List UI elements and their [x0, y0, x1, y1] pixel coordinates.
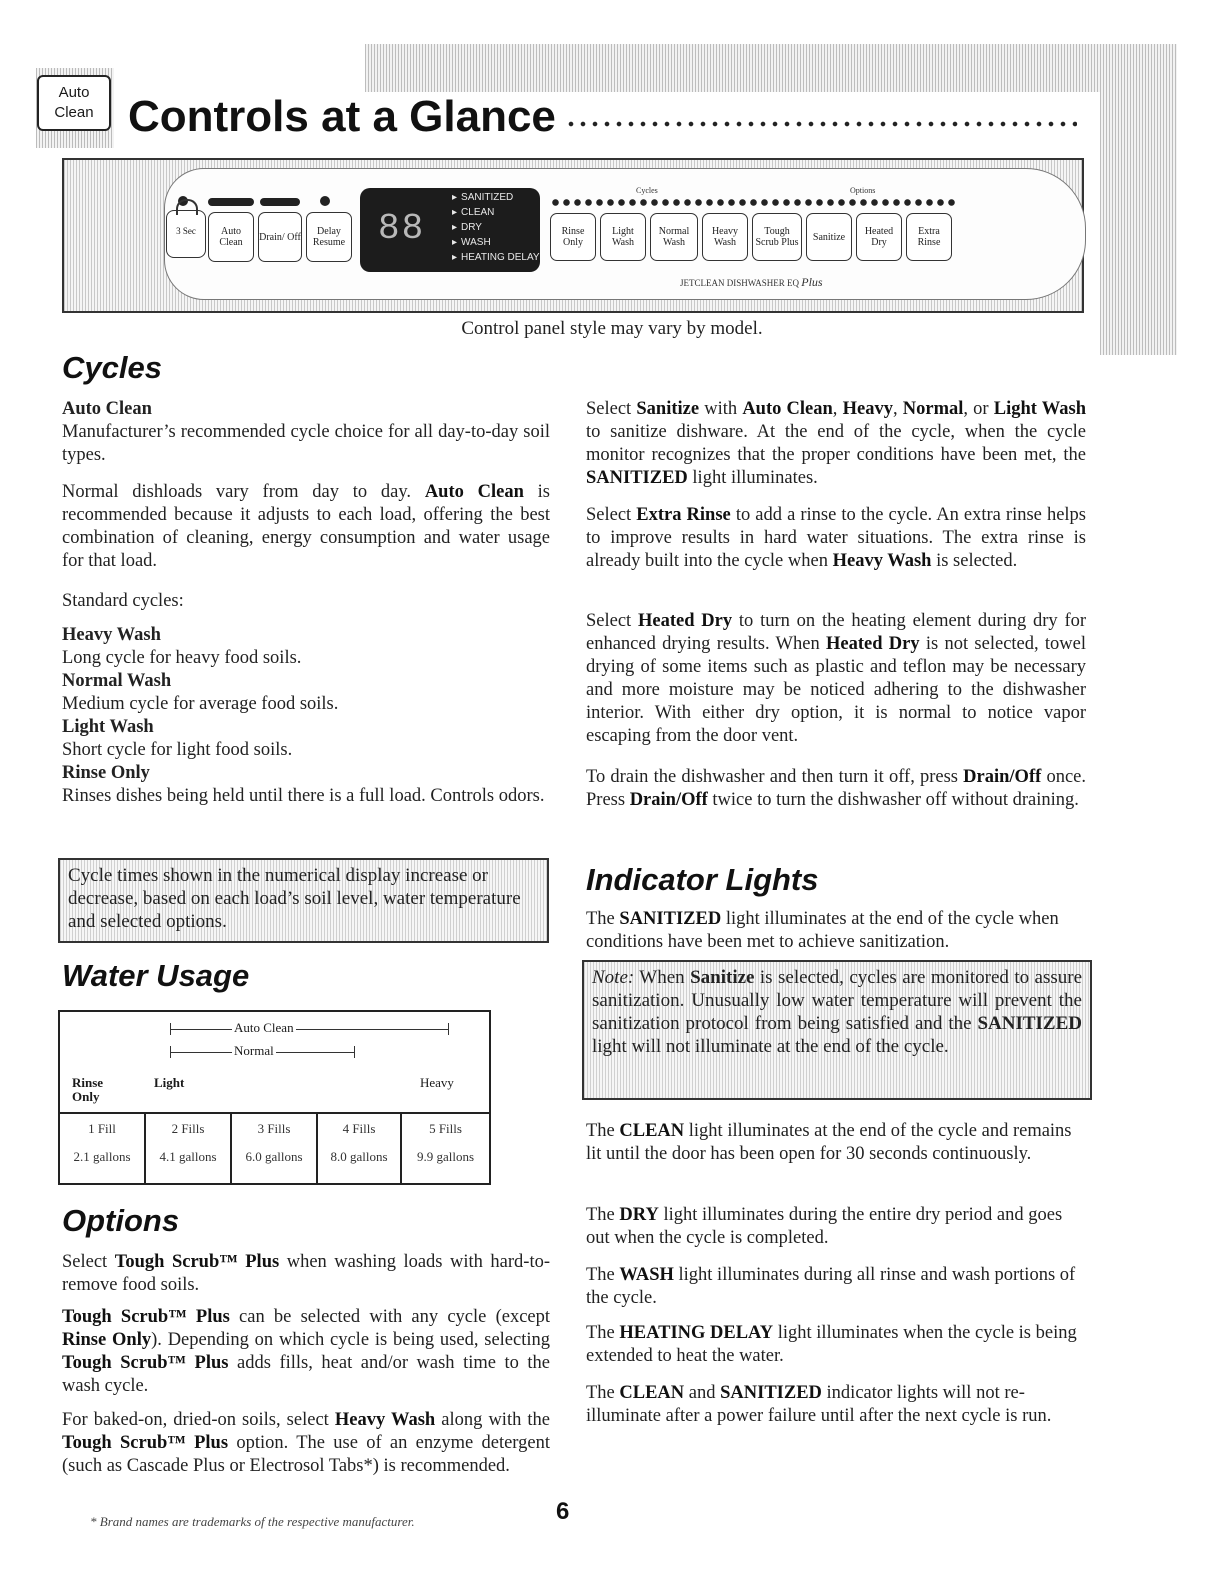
normal-range-label: Normal — [234, 1043, 274, 1058]
text-run: can be selected with any cycle (except — [239, 1307, 551, 1327]
header-side-pattern — [1100, 44, 1177, 355]
light-wash-title: Light Wash — [62, 717, 154, 737]
bold-run: Heated Dry — [638, 611, 733, 631]
text-run: light illuminates. — [692, 468, 818, 488]
text-run: Select — [586, 611, 632, 631]
text-run: The — [586, 909, 615, 929]
led-dot — [320, 196, 330, 206]
bold-run: SANITIZED — [977, 1013, 1082, 1034]
text-run: is not selected, towel drying of some items such as plastic and teflon may be necessary and more moisture may be noticed adhering to the dishwasher interior. With either dry option, it is normal to notice vapor escaping from the door vent. — [586, 634, 1087, 746]
normal-wash-desc: Medium cycle for average food soils. — [62, 694, 339, 714]
light-wash-desc: Short cycle for light food soils. — [62, 740, 293, 760]
bold-run: Auto Clean — [424, 482, 524, 502]
gallons-value: 2.1 gallons — [73, 1149, 131, 1164]
text-run: When — [639, 967, 685, 988]
bold-run: Heated Dry — [826, 634, 920, 654]
text-run: with — [704, 399, 738, 419]
text-run: Select — [62, 1252, 108, 1272]
text-run: is selected, cycles are monitored to assure sanitization. Unusually low water temperature will prevent the sanitization protocol from being satisfied and the — [592, 967, 1083, 1034]
auto-clean-desc: Manufacturer’s recommended cycle choice for all day-to-day soil types. — [62, 422, 550, 465]
drain-off-paragraph — [586, 766, 1086, 812]
fills-value: 3 Fills — [257, 1121, 291, 1136]
table-cell — [146, 1112, 232, 1183]
lock-label: 3 Sec — [176, 226, 196, 236]
bold-run: CLEAN — [619, 1121, 685, 1141]
page-title: Controls at a Glance — [128, 92, 556, 141]
table-cell — [60, 1112, 146, 1183]
sanitize-paragraph — [586, 398, 1086, 490]
gallons-value: 6.0 gallons — [245, 1149, 303, 1164]
bold-run: CLEAN — [619, 1383, 685, 1403]
fills-value: 1 Fill — [88, 1121, 116, 1136]
led-bar — [208, 198, 254, 206]
text-run: light illuminates at the end of the cycle when conditions have been met to achieve sanitization. — [586, 909, 1059, 952]
text-run: along with the — [441, 1410, 551, 1430]
options-paragraph-3 — [62, 1409, 550, 1478]
water-usage-heading: Water Usage — [62, 958, 250, 993]
water-usage-header — [60, 1012, 489, 1114]
light-col-label: Light — [154, 1075, 185, 1090]
extra-rinse-paragraph — [586, 504, 1086, 573]
bold-run: DRY — [619, 1205, 659, 1225]
fills-value: 5 Fills — [429, 1121, 462, 1136]
bold-run: Drain/Off — [629, 790, 708, 810]
indicator-lights-heading: Indicator Lights — [586, 862, 819, 897]
bold-run: SANITIZED — [586, 468, 688, 488]
bold-run: Tough Scrub™ Plus — [62, 1433, 229, 1453]
table-cell — [232, 1112, 318, 1183]
heated-dry-button[interactable]: Heated Dry — [856, 213, 902, 261]
options-paragraph-1 — [62, 1251, 550, 1297]
normal-wash-button[interactable]: Normal Wash — [650, 213, 698, 261]
text-run: light illuminates when the cycle is being extended to heat the water. — [586, 1323, 1077, 1366]
display-digits: 88 — [378, 208, 426, 249]
sanitize-note — [582, 960, 1092, 1100]
options-heading: Options — [62, 1203, 180, 1238]
text-run: is selected. — [936, 551, 1018, 571]
indicator-wash: ▸ WASH — [452, 237, 491, 248]
bold-run: Sanitize — [690, 967, 755, 988]
bold-run: Heavy — [842, 399, 893, 419]
power-failure-paragraph — [586, 1382, 1086, 1428]
gallons-value: 9.9 gallons — [416, 1149, 475, 1164]
indicator-sanitized: ▸ SANITIZED — [452, 192, 513, 203]
text-run: when washing loads with hard-to-remove food soils. — [62, 1252, 551, 1295]
text-run: The — [586, 1383, 615, 1403]
range-tick — [448, 1023, 449, 1035]
heavy-wash-desc: Long cycle for heavy food soils. — [62, 648, 302, 668]
text-run: ). Depending on which cycle is being used, selecting — [151, 1330, 551, 1350]
cycles-panel-label: Cycles — [636, 186, 658, 195]
bold-run: Auto Clean — [742, 399, 833, 419]
text-run: The — [586, 1205, 615, 1225]
text-run: once. Press — [586, 767, 1086, 810]
auto-clean-range-line — [170, 1029, 448, 1030]
fills-value: 4 Fills — [342, 1121, 376, 1136]
trademark-footnote: * Brand names are trademarks of the respective manufacturer. — [90, 1514, 415, 1529]
drain-off-button[interactable]: Drain/ Off — [258, 212, 302, 262]
bold-run: Tough Scrub™ Plus — [62, 1353, 229, 1373]
title-leader-dots — [565, 120, 1077, 128]
sanitize-button[interactable]: Sanitize — [806, 213, 852, 261]
header-pattern — [365, 44, 1177, 92]
text-run: light will not illuminate at the end of the cycle. — [592, 1036, 949, 1057]
text-run: is recommended because it adjusts to each load, offering the best combination of cleaning, energy consumption and water usage for that load. — [62, 482, 550, 571]
text-run: to turn on the heating element during dry for enhanced drying results. When — [586, 611, 1087, 654]
auto-clean-badge — [37, 75, 111, 131]
options-panel-label: Options — [850, 186, 876, 195]
gallons-value: 8.0 gallons — [330, 1149, 388, 1164]
rinse-only-title: Rinse Only — [62, 763, 150, 783]
auto-clean-paragraph — [62, 481, 550, 573]
bold-run: Light Wash — [993, 399, 1086, 419]
brand-text: JETCLEAN DISHWASHER EQ — [680, 278, 799, 288]
text-run: , — [832, 399, 838, 419]
cycles-heading: Cycles — [62, 350, 162, 385]
indicator-heating-delay: ▸ HEATING DELAY — [452, 252, 540, 263]
heavy-wash-block — [62, 624, 550, 808]
text-run: to sanitize dishware. At the end of the cycle, when the cycle monitor recognizes that the proper conditions have been met, the — [586, 422, 1086, 465]
sanitized-light-paragraph — [586, 908, 1086, 954]
tough-scrub-plus-button[interactable]: Tough Scrub Plus — [752, 213, 802, 261]
heavy-wash-title: Heavy Wash — [62, 625, 161, 645]
rinse-only-desc: Rinses dishes being held until there is a full load. Controls odors. — [62, 786, 545, 806]
text-run: and — [688, 1383, 716, 1403]
led-bar — [260, 198, 300, 206]
range-tick — [354, 1046, 355, 1058]
range-tick — [170, 1046, 171, 1058]
text-run: light illuminates during all rinse and wash portions of the cycle. — [586, 1265, 1076, 1308]
gallons-value: 4.1 gallons — [159, 1149, 217, 1164]
auto-clean-button[interactable]: Auto Clean — [208, 212, 254, 262]
text-run: For baked-on, dried-on soils, select — [62, 1410, 329, 1430]
clean-light-paragraph — [586, 1120, 1086, 1166]
heated-dry-paragraph — [586, 610, 1086, 748]
text-run: twice to turn the dishwasher off without draining. — [712, 790, 1079, 810]
extra-rinse-button[interactable]: Extra Rinse — [906, 213, 952, 261]
range-tick — [170, 1023, 171, 1035]
bold-run: Heavy Wash — [832, 551, 932, 571]
auto-clean-title: Auto Clean — [62, 399, 152, 419]
auto-clean-range-label: Auto Clean — [234, 1020, 294, 1035]
text-run: Select — [586, 399, 632, 419]
text-run: The — [586, 1323, 615, 1343]
text-run: adds fills, heat and/or wash time to the wash cycle. — [62, 1353, 550, 1396]
text-run: , — [892, 399, 898, 419]
led-indicator-row — [550, 199, 958, 206]
lock-shackle — [176, 199, 198, 215]
bold-run: Normal — [902, 399, 964, 419]
heating-delay-paragraph — [586, 1322, 1086, 1368]
lock-icon[interactable] — [166, 210, 206, 258]
badge-line-2: Clean — [54, 104, 94, 121]
bold-run: SANITIZED — [619, 909, 722, 929]
light-wash-button[interactable]: Light Wash — [600, 213, 646, 261]
panel-caption: Control panel style may vary by model. — [461, 318, 763, 339]
text-run: The — [586, 1121, 615, 1141]
indicator-dry: ▸ DRY — [452, 222, 482, 233]
cycle-times-note: Cycle times shown in the numerical display increase or decrease, based on each load’s soil level, water temperature and selected options. — [58, 858, 549, 943]
table-cell — [402, 1112, 489, 1183]
wash-light-paragraph — [586, 1264, 1086, 1310]
fills-value: 2 Fills — [171, 1121, 205, 1136]
text-run: to add a rinse to the cycle. An extra rinse helps to improve results in hard water situations. The extra rinse is already built into the cycle when — [586, 505, 1087, 571]
bold-run: SANITIZED — [720, 1383, 822, 1403]
text-run: Normal dishloads vary from day to day. — [62, 482, 412, 502]
table-cell — [318, 1112, 402, 1183]
badge-line-1: Auto — [58, 84, 90, 101]
text-run: , or — [963, 399, 989, 419]
dry-light-paragraph — [586, 1204, 1086, 1250]
options-paragraph-2 — [62, 1306, 550, 1398]
brand-plus: Plus — [801, 275, 823, 289]
normal-wash-title: Normal Wash — [62, 671, 172, 691]
italic-run: Note: — [592, 967, 635, 988]
heavy-wash-button[interactable]: Heavy Wash — [702, 213, 748, 261]
text-run: indicator lights will not re-illuminate after a power failure until after the next cycle is run. — [586, 1383, 1052, 1426]
bold-run: Rinse Only — [62, 1330, 152, 1350]
text-run: light illuminates at the end of the cycle and remains lit until the door has been open for 30 seconds continuously. — [586, 1121, 1072, 1164]
text-run: Select — [586, 505, 632, 525]
rinse-only-col-label: Rinse Only — [72, 1075, 104, 1104]
bold-run: Sanitize — [636, 399, 700, 419]
delay-resume-button[interactable]: Delay Resume — [306, 212, 352, 262]
water-usage-table — [58, 1010, 491, 1185]
text-run: light illuminates during the entire dry period and goes out when the cycle is completed. — [586, 1205, 1063, 1248]
standard-cycles-label: Standard cycles: — [62, 591, 184, 611]
bold-run: Heavy Wash — [334, 1410, 436, 1430]
bold-run: Tough Scrub™ Plus — [62, 1307, 230, 1327]
indicator-clean: ▸ CLEAN — [452, 207, 494, 218]
auto-clean-block — [62, 398, 550, 467]
text-run: The — [586, 1265, 615, 1285]
bold-run: HEATING DELAY — [619, 1323, 774, 1343]
brand-line — [680, 275, 823, 290]
page-number: 6 — [556, 1498, 570, 1525]
bold-run: Drain/Off — [963, 767, 1042, 787]
cycle-display — [360, 188, 540, 272]
bold-run: WASH — [619, 1265, 674, 1285]
heavy-col-label: Heavy — [420, 1075, 454, 1090]
bold-run: Extra Rinse — [636, 505, 731, 525]
text-run: option. The use of an enzyme detergent (such as Cascade Plus or Electrosol Tabs*) is recommended. — [62, 1433, 550, 1476]
rinse-only-button[interactable]: Rinse Only — [550, 213, 596, 261]
bold-run: Tough Scrub™ Plus — [114, 1252, 280, 1272]
text-run: To drain the dishwasher and then turn it off, press — [586, 767, 959, 787]
